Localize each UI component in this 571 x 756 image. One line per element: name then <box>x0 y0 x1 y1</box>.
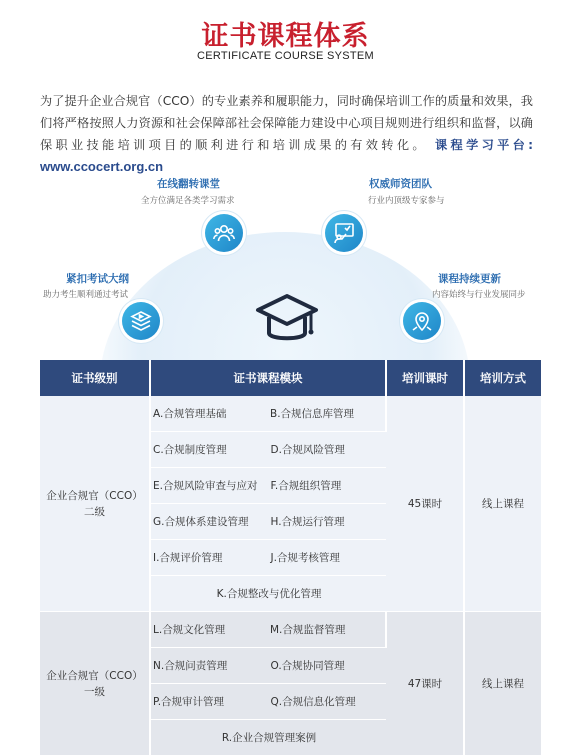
course-table <box>40 360 541 756</box>
level-grade: 二级 <box>84 505 105 518</box>
feature-desc-online-classroom: 全方位满足各类学习需求 <box>141 196 235 206</box>
module-item: D.合规风险管理 <box>270 444 345 456</box>
page-title: 证书课程体系 <box>201 21 370 52</box>
module-item: P.合规审计管理 <box>153 696 225 708</box>
module-item: A.合规管理基础 <box>153 408 227 420</box>
level-cell-2 <box>40 396 150 612</box>
feature-title-online-classroom: 在线翻转课堂 <box>157 178 220 190</box>
module-pair-cell <box>150 648 386 684</box>
feature-desc-expert-team: 行业内顶级专家参与 <box>368 196 445 206</box>
module-item: E.合规风险审查与应对 <box>153 480 258 492</box>
module-item: G.合规体系建设管理 <box>153 516 249 528</box>
module-item: B.合规信息库管理 <box>270 408 355 420</box>
map-pin-icon <box>403 302 441 340</box>
column-header-modules: 证书课程模块 <box>150 360 386 396</box>
module-item: L.合规文化管理 <box>153 624 226 636</box>
level-grade: 一级 <box>84 685 105 698</box>
feature-title-expert-team: 权威师资团队 <box>369 178 432 190</box>
mode-cell: 线上课程 <box>464 396 541 612</box>
platform-link[interactable]: www.ccocert.org.cn <box>40 159 164 174</box>
column-header-hours: 培训课时 <box>386 360 464 396</box>
module-pair-cell <box>150 684 386 720</box>
teacher-board-icon <box>325 214 363 252</box>
module-pair-cell <box>150 396 386 432</box>
graduation-cap-icon <box>254 290 320 350</box>
module-pair-cell <box>150 432 386 468</box>
module-pair-cell <box>150 504 386 540</box>
module-item: H.合规运行管理 <box>270 516 345 528</box>
hours-cell: 45课时 <box>386 396 464 612</box>
intro-paragraph <box>40 90 533 178</box>
page-subtitle: CERTIFICATE COURSE SYSTEM <box>196 50 374 62</box>
feature-hero <box>0 168 571 358</box>
table-row <box>40 396 541 432</box>
level-name: 企业合规官（CCO） <box>46 489 143 502</box>
feature-title-exam-outline: 紧扣考试大纲 <box>66 273 129 285</box>
table-header-row <box>40 360 541 396</box>
module-pair-cell <box>150 468 386 504</box>
people-group-icon <box>205 214 243 252</box>
module-pair-cell <box>150 540 386 576</box>
level-cell-1 <box>40 612 150 756</box>
module-item: I.合规评价管理 <box>153 552 223 564</box>
column-header-level: 证书级别 <box>40 360 150 396</box>
level-name: 企业合规官（CCO） <box>46 669 143 682</box>
module-item: J.合规考核管理 <box>270 552 340 564</box>
feature-desc-course-update: 内容始终与行业发展同步 <box>432 290 526 300</box>
module-item: K.合规整改与优化管理 <box>150 576 386 612</box>
mode-cell: 线上课程 <box>464 612 541 756</box>
column-header-mode: 培训方式 <box>464 360 541 396</box>
platform-label: 课程学习平台: <box>435 138 534 152</box>
module-item: M.合规监督管理 <box>270 624 346 636</box>
module-item: N.合规问责管理 <box>153 660 228 672</box>
module-item: R.企业合规管理案例 <box>150 720 386 756</box>
hours-cell: 47课时 <box>386 612 464 756</box>
intro-text: 为了提升企业合规官（CCO）的专业素养和履职能力，同时确保培训工作的质量和效果，我们将严格按照人力资源和社会保障部社会保障能力建设中心项目规则进行组织和监督，以确保职业技能培训项目的顺利进行和培训成果的有效转化。 <box>40 94 533 152</box>
play-layers-icon <box>122 302 160 340</box>
module-pair-cell <box>150 612 386 648</box>
module-item: F.合规组织管理 <box>270 480 342 492</box>
feature-desc-exam-outline: 助力考生顺利通过考试 <box>43 290 129 300</box>
feature-title-course-update: 课程持续更新 <box>438 273 501 285</box>
table-row <box>40 612 541 648</box>
module-item: C.合规制度管理 <box>153 444 227 456</box>
module-item: O.合规协同管理 <box>270 660 345 672</box>
module-item: Q.合规信息化管理 <box>270 696 356 708</box>
